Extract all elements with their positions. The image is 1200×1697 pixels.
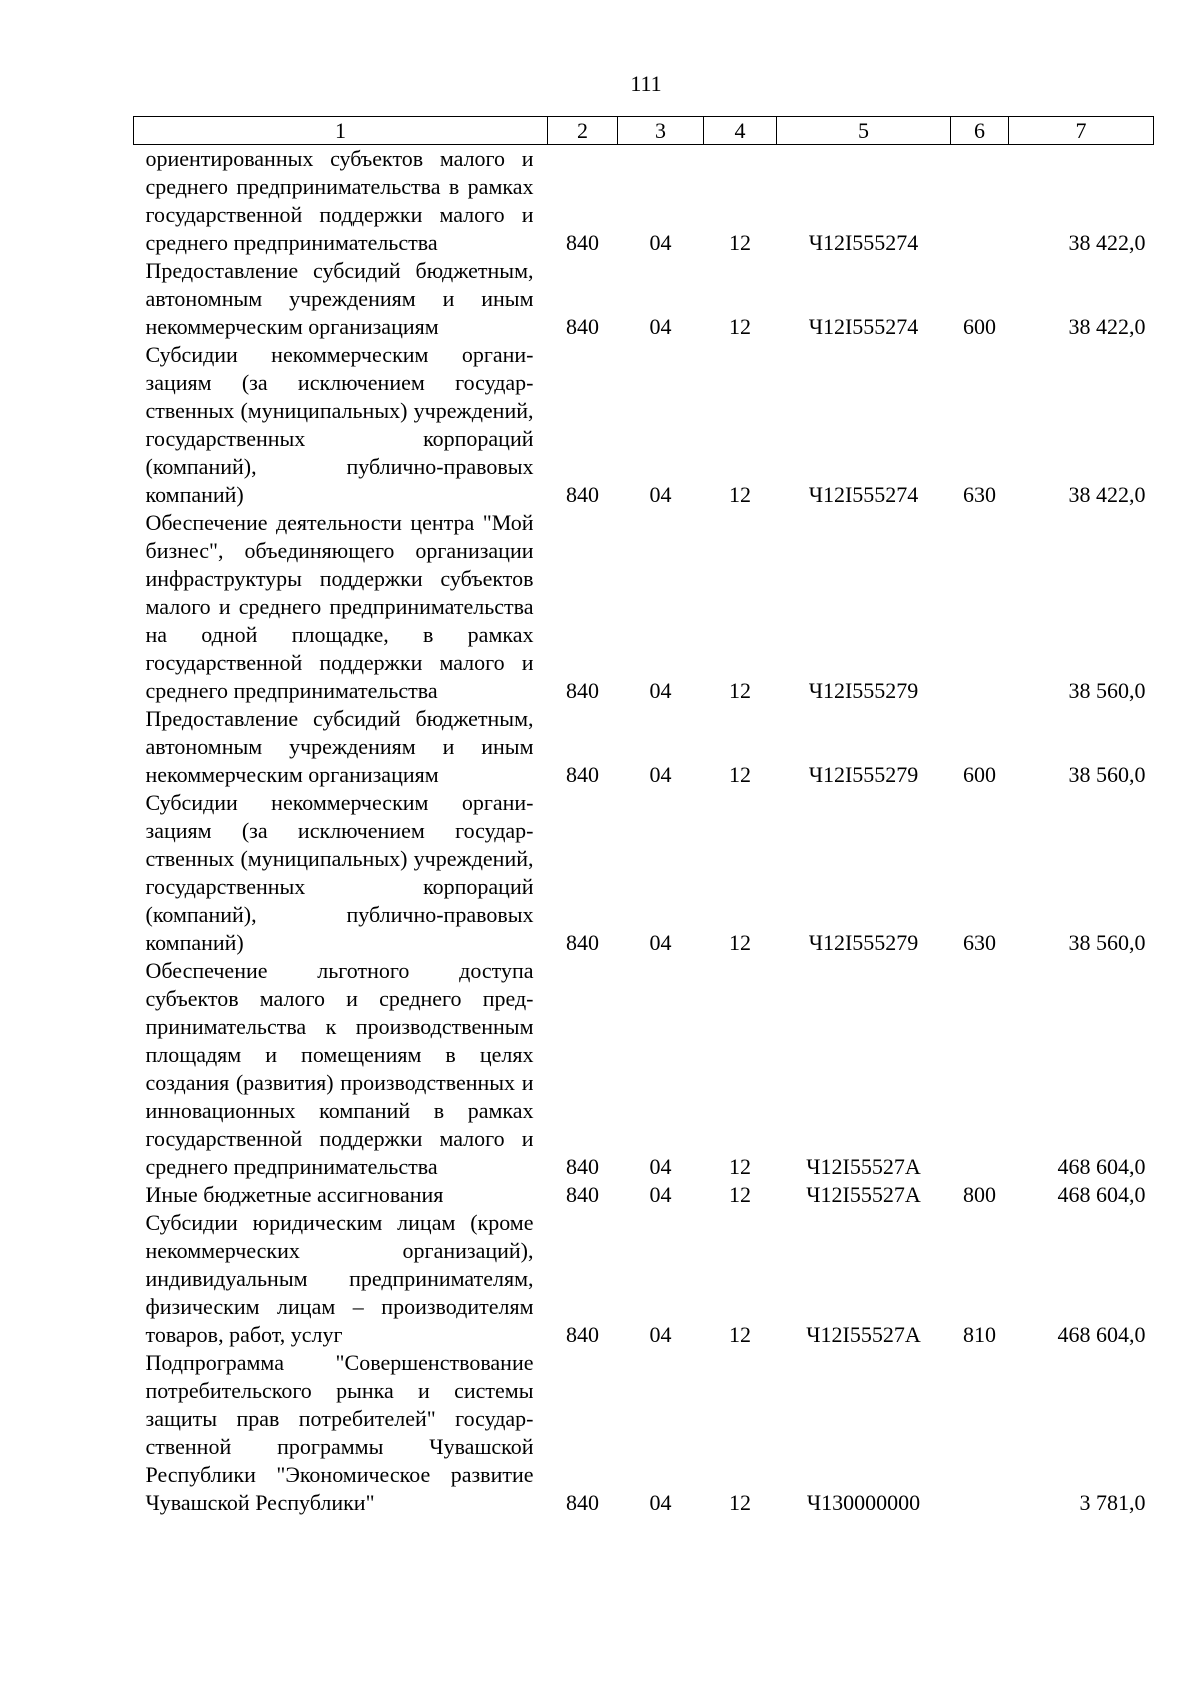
amount: 468 604,0 [1057,1322,1146,1347]
target-article-code: Ч12I555279 [808,930,919,955]
amount: 468 604,0 [1057,1182,1146,1207]
target-article-code: Ч12I555274 [808,230,919,255]
ministry-code: 840 [566,1154,599,1179]
amount: 38 560,0 [1068,930,1146,955]
target-article-code: Ч130000000 [806,1490,921,1515]
section-code: 04 [649,314,672,339]
table-row [134,509,1154,705]
expense-type-code [951,957,1009,1181]
row-description: Обеспечение льготного доступа субъектов малого и среднего предпринимательства к производственным площадям и помещениям в целях создания (развития) производственных и инновационных компаний в рамках государственной поддержки малого и среднего предпринимательства [145,958,534,1179]
row-description: Субсидии некоммерческим организациям (за исключением государственных (муниципальных) учреждений, государственных корпораций (компаний), публично-правовых компаний) [145,342,534,507]
amount: 3 781,0 [1079,1490,1146,1515]
table-row [134,341,1154,509]
section-code: 04 [649,1154,672,1179]
section-code: 04 [649,1490,672,1515]
row-description: Подпрограмма "Совершенствование потребительского рынка и системы защиты прав потребителей" государственной программы Чувашской Республики "Экономическое развитие Чувашской Республики" [145,1350,534,1515]
target-article-code: Ч12I555274 [808,482,919,507]
amount: 468 604,0 [1057,1154,1146,1179]
expense-type-code: 600 [963,314,996,339]
column-header-1: 1 [134,117,548,145]
column-header-2: 2 [548,117,618,145]
table-row [134,957,1154,1181]
section-code: 04 [649,482,672,507]
subsection-code: 12 [729,1154,751,1179]
expense-type-code [951,509,1009,705]
subsection-code: 12 [729,930,751,955]
amount: 38 422,0 [1068,230,1146,255]
section-code: 04 [649,230,672,255]
column-header-4: 4 [704,117,777,145]
row-description: Обеспечение деятельности центра "Мой бизнес", объединяющего организации инфраструктуры поддержки субъектов малого и среднего предпринимательства на одной площадке, в рамках государственной поддержки малого и среднего предпринимательства [145,510,534,703]
expense-type-code: 600 [963,762,996,787]
row-description: Субсидии некоммерческим организациям (за исключением государственных (муниципальных) учреждений, государственных корпораций (компаний), публично-правовых компаний) [145,790,534,955]
page-number: 111 [630,71,662,96]
amount: 38 422,0 [1068,482,1146,507]
section-code: 04 [649,1322,672,1347]
amount: 38 560,0 [1068,762,1146,787]
target-article-code: Ч12I555279 [808,762,919,787]
ministry-code: 840 [566,930,599,955]
subsection-code: 12 [729,314,751,339]
subsection-code: 12 [729,1490,751,1515]
ministry-code: 840 [566,482,599,507]
subsection-code: 12 [729,1182,751,1207]
subsection-code: 12 [729,678,751,703]
amount: 38 560,0 [1068,678,1146,703]
subsection-code: 12 [729,482,751,507]
table-row [134,705,1154,789]
target-article-code: Ч12I555279 [808,678,919,703]
column-number-row [134,117,1154,145]
subsection-code: 12 [729,230,751,255]
expense-type-code [951,145,1009,258]
column-header-7: 7 [1009,117,1154,145]
table-row [134,1181,1154,1209]
section-code: 04 [649,678,672,703]
ministry-code: 840 [566,1182,599,1207]
row-description: Предоставление субсидий бюджетным, автономным учреждениям и иным некоммерческим организациям [145,258,534,339]
row-description: Иные бюджетные ассигнования [145,1182,444,1207]
budget-table [133,116,1154,1517]
table-row [134,145,1154,258]
amount: 38 422,0 [1068,314,1146,339]
column-header-6: 6 [951,117,1009,145]
section-code: 04 [649,762,672,787]
row-description: ориентированных субъектов малого и среднего предпринимательства в рамках государственной поддержки малого и среднего предпринимательства [145,146,534,255]
expense-type-code [951,1349,1009,1517]
ministry-code: 840 [566,762,599,787]
ministry-code: 840 [566,314,599,339]
table-row [134,1209,1154,1349]
column-header-3: 3 [618,117,704,145]
target-article-code: Ч12I55527А [806,1182,921,1207]
table-row [134,257,1154,341]
subsection-code: 12 [729,762,751,787]
expense-type-code: 630 [963,930,996,955]
target-article-code: Ч12I55527А [806,1322,921,1347]
expense-type-code: 810 [963,1322,996,1347]
ministry-code: 840 [566,1322,599,1347]
target-article-code: Ч12I555274 [808,314,919,339]
expense-type-code: 800 [963,1182,996,1207]
subsection-code: 12 [729,1322,751,1347]
table-row [134,1349,1154,1517]
row-description: Субсидии юридическим лицам (кроме некоммерческих организаций), индивидуальным предпринимателям, физическим лицам – производителям товаров, работ, услуг [145,1210,534,1347]
ministry-code: 840 [566,678,599,703]
ministry-code: 840 [566,1490,599,1515]
row-description: Предоставление субсидий бюджетным, автономным учреждениям и иным некоммерческим организациям [145,706,534,787]
target-article-code: Ч12I55527А [806,1154,921,1179]
ministry-code: 840 [566,230,599,255]
section-code: 04 [649,1182,672,1207]
column-header-5: 5 [777,117,951,145]
expense-type-code: 630 [963,482,996,507]
table-row [134,789,1154,957]
section-code: 04 [649,930,672,955]
